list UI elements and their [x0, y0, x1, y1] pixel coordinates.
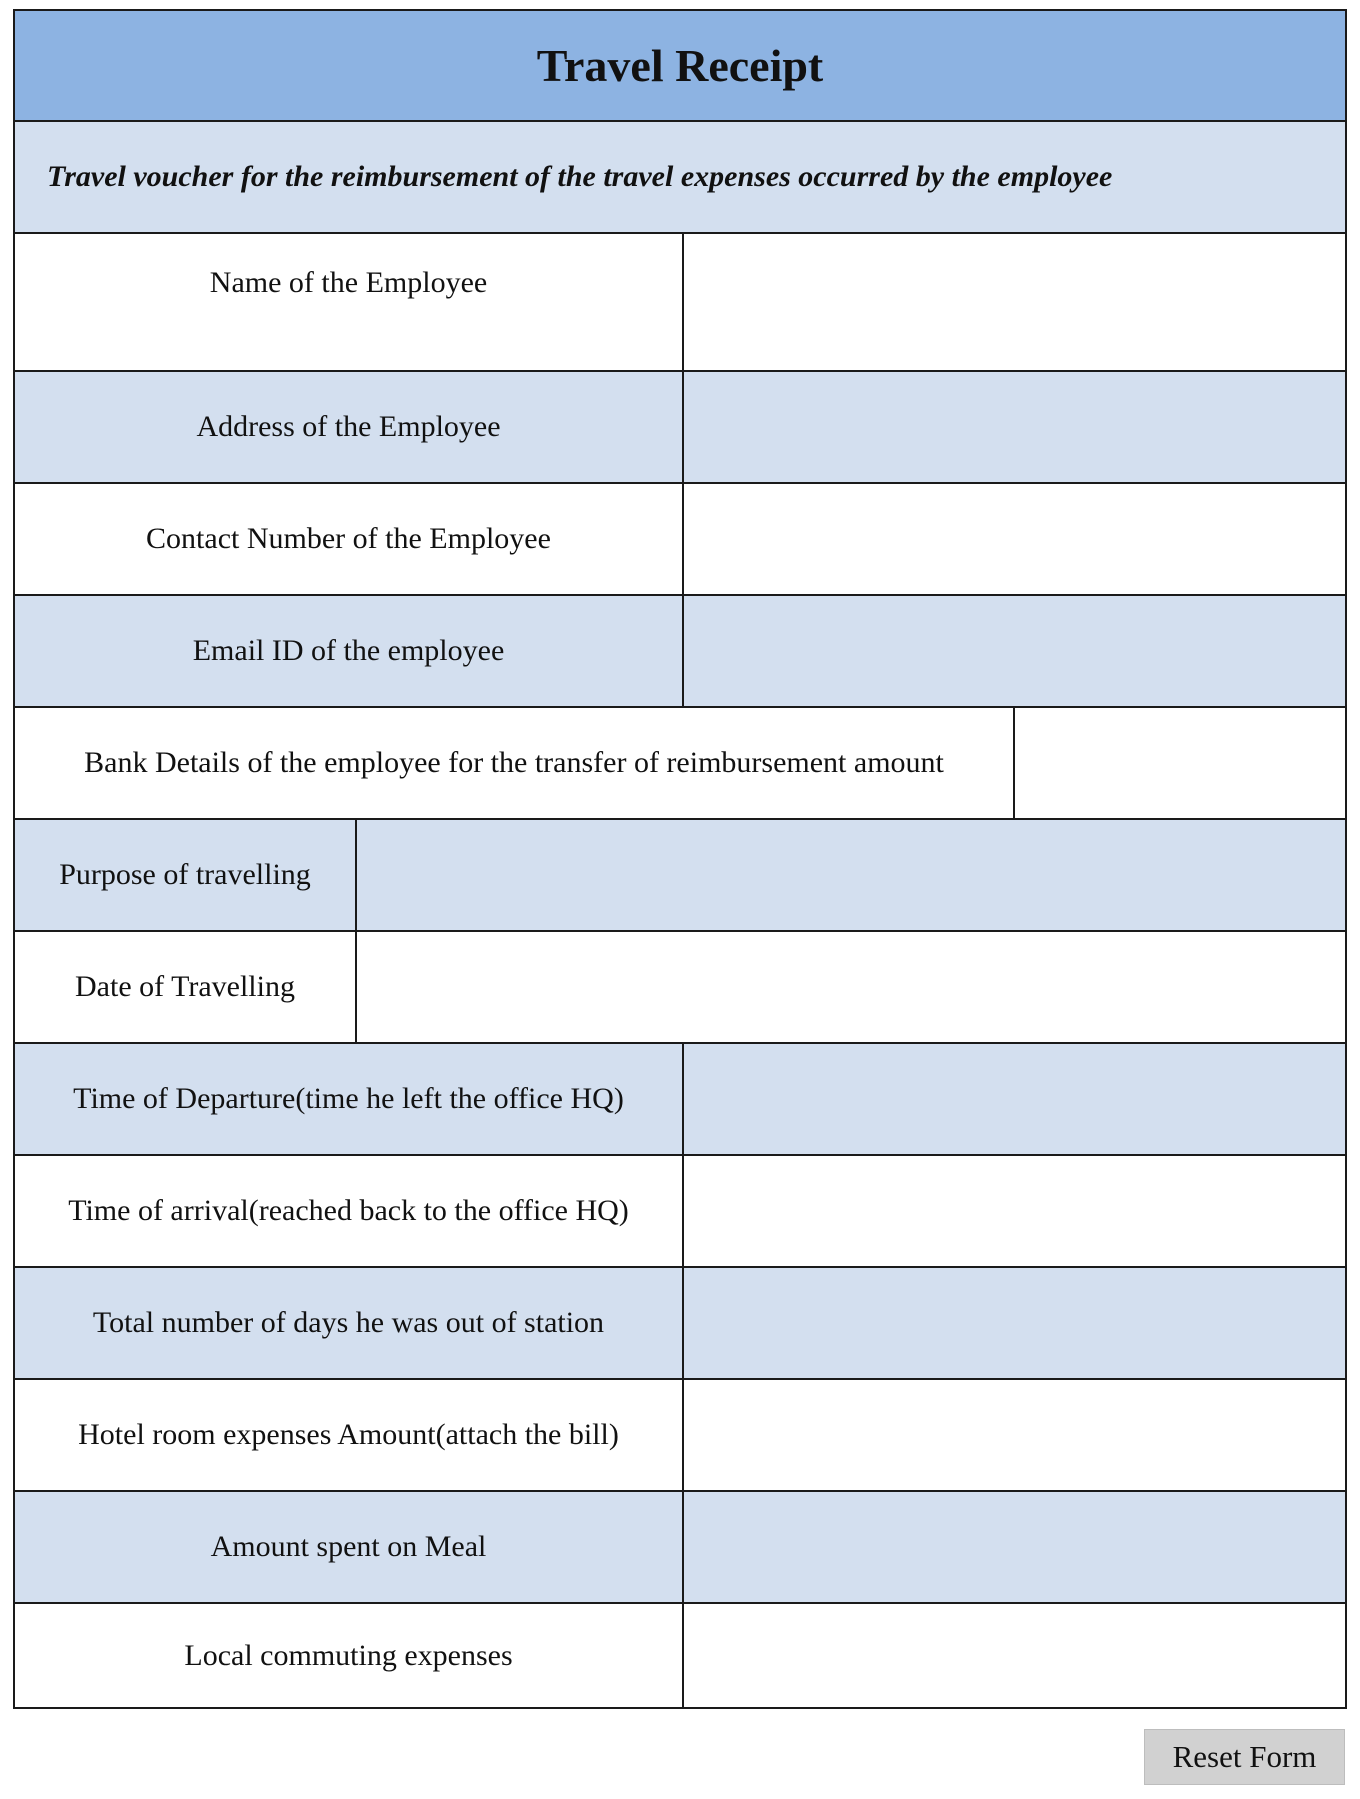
field-label: Name of the Employee	[15, 234, 684, 370]
row-days-out	[15, 1268, 1345, 1380]
hotel-expenses-field[interactable]	[684, 1380, 1345, 1490]
employee-name-field[interactable]	[684, 234, 1345, 370]
subtitle-row	[15, 122, 1345, 234]
field-label: Time of Departure(time he left the office HQ)	[15, 1044, 684, 1154]
field-label: Email ID of the employee	[15, 596, 684, 706]
row-contact-number	[15, 484, 1345, 596]
row-purpose	[15, 820, 1345, 932]
field-label: Amount spent on Meal	[15, 1492, 684, 1602]
field-label: Contact Number of the Employee	[15, 484, 684, 594]
field-label: Hotel room expenses Amount(attach the bill)	[15, 1380, 684, 1490]
travel-receipt-form	[13, 9, 1347, 1709]
form-subtitle: Travel voucher for the reimbursement of the travel expenses occurred by the employee	[47, 160, 1113, 193]
date-field[interactable]	[357, 932, 1345, 1042]
days-out-field[interactable]	[684, 1268, 1345, 1378]
form-title: Travel Receipt	[536, 40, 824, 91]
reset-form-button[interactable]: Reset Form	[1144, 1729, 1345, 1785]
email-id-field[interactable]	[684, 596, 1345, 706]
row-departure-time	[15, 1044, 1345, 1156]
field-label: Address of the Employee	[15, 372, 684, 482]
departure-time-field[interactable]	[684, 1044, 1345, 1154]
bank-details-field[interactable]	[1015, 708, 1345, 818]
field-label: Total number of days he was out of station	[15, 1268, 684, 1378]
row-hotel-expenses	[15, 1380, 1345, 1492]
arrival-time-field[interactable]	[684, 1156, 1345, 1266]
meal-amount-field[interactable]	[684, 1492, 1345, 1602]
row-meal-amount	[15, 1492, 1345, 1604]
title-row	[15, 11, 1345, 122]
employee-address-field[interactable]	[684, 372, 1345, 482]
row-commuting-expenses	[15, 1604, 1345, 1707]
field-label: Time of arrival(reached back to the office HQ)	[15, 1156, 684, 1266]
field-label: Date of Travelling	[15, 932, 357, 1042]
row-arrival-time	[15, 1156, 1345, 1268]
row-email-id	[15, 596, 1345, 708]
field-label: Bank Details of the employee for the transfer of reimbursement amount	[15, 708, 1015, 818]
commuting-expenses-field[interactable]	[684, 1604, 1345, 1707]
row-employee-name	[15, 234, 1345, 372]
contact-number-field[interactable]	[684, 484, 1345, 594]
field-label: Purpose of travelling	[15, 820, 357, 930]
field-label: Local commuting expenses	[15, 1604, 684, 1707]
row-date	[15, 932, 1345, 1044]
row-bank-details	[15, 708, 1345, 820]
row-employee-address	[15, 372, 1345, 484]
purpose-field[interactable]	[357, 820, 1345, 930]
